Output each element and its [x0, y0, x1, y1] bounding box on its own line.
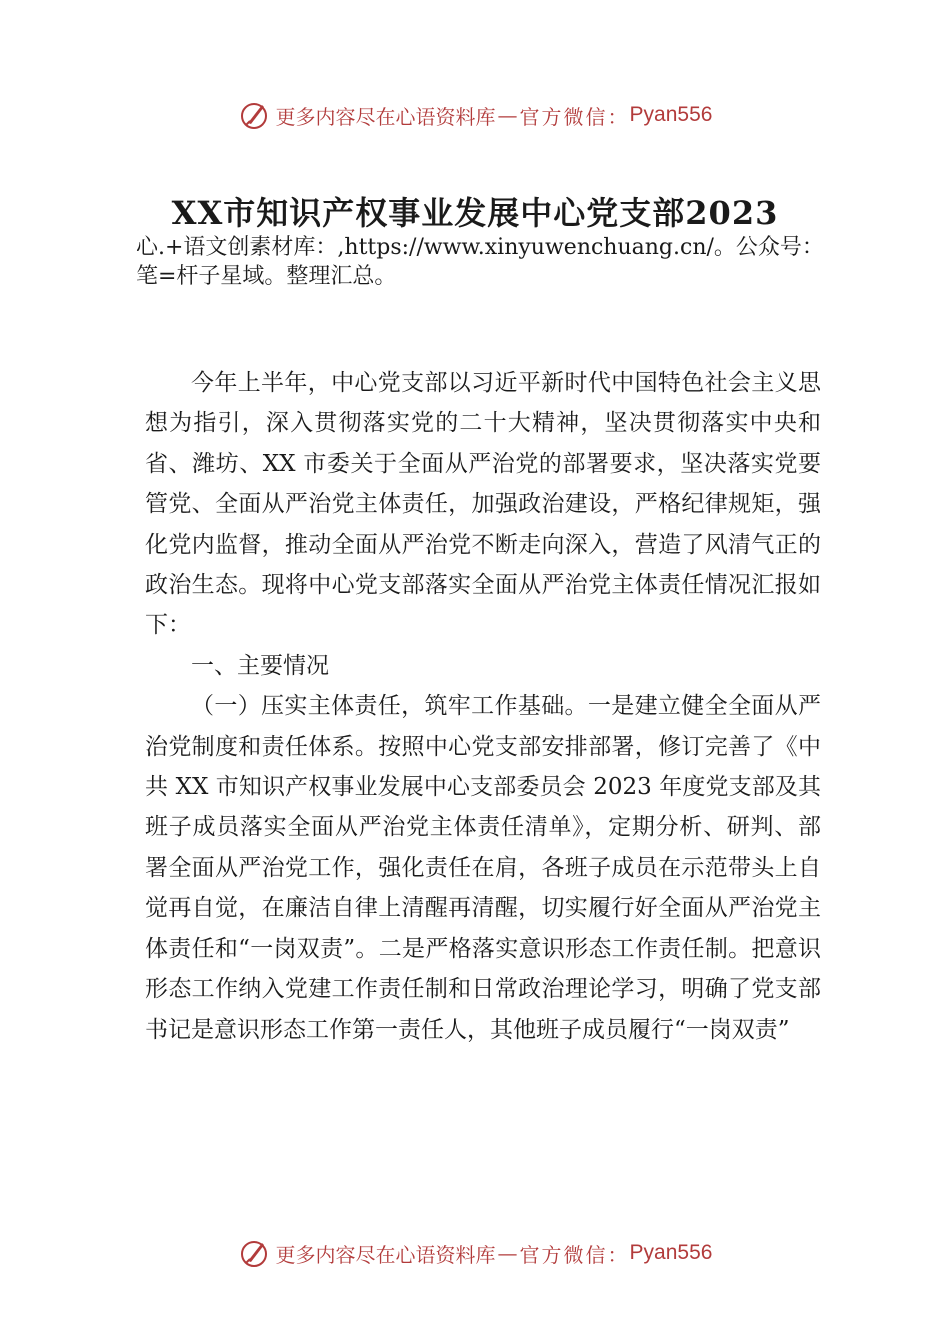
- watermark-wechat-label: 官方微信：: [519, 1242, 630, 1267]
- watermark-site-text: 更多内容尽在心语资料库: [275, 104, 496, 129]
- document-body: [145, 363, 821, 1050]
- watermark-account: Pyan556: [629, 103, 713, 126]
- document-title: XX市知识产权事业发展中心党支部2023: [171, 194, 779, 232]
- document-subnote: 心.+语文创素材库：,https://www.xinyuwenchuang.cn/。公众号：笔=杆子星域。整理汇总。: [136, 235, 824, 289]
- watermark-header: [0, 95, 950, 135]
- watermark-footer: [0, 1233, 950, 1273]
- body-paragraph: （一）压实主体责任，筑牢工作基础。一是建立健全全面从严治党制度和责任体系。按照中心党支部安排部署，修订完善了《中共 XX 市知识产权事业发展中心支部委员会 2023 年度党支部及其班子成员落实全面从严治党主体责任清单》，定期分析、研判、部署全面从严治党工作，强化责任在肩，各班子成员在示范带头上自觉再自觉，在廉洁自律上清醒再清醒，切实履行好全面从严治党主体责任和“一岗双责”。二是严格落实意识形态工作责任制。把意识形态工作纳入党建工作责任制和日常政治理论学习，明确了党支部书记是意识形态工作第一责任人，其他班子成员履行“一岗双责”: [145, 693, 821, 1043]
- quill-logo-icon: [238, 1237, 270, 1269]
- watermark-account: Pyan556: [629, 1241, 713, 1264]
- quill-logo-icon: [238, 99, 270, 131]
- watermark-site-text: 更多内容尽在心语资料库: [275, 1242, 496, 1267]
- watermark-separator: —: [497, 103, 518, 127]
- watermark-separator: —: [497, 1241, 518, 1265]
- section-heading: 一、主要情况: [191, 652, 329, 679]
- body-paragraph: 今年上半年，中心党支部以习近平新时代中国特色社会主义思想为指引，深入贯彻落实党的二十大精神，坚决贯彻落实中央和省、潍坊、XX 市委关于全面从严治党的部署要求，坚决落实党要管党、全面从严治党主体责任，加强政治建设，严格纪律规矩，强化党内监督，推动全面从严治党不断走向深入，营造了风清气正的政治生态。现将中心党支部落实全面从严治党主体责任情况汇报如下：: [145, 370, 821, 639]
- watermark-wechat-label: 官方微信：: [519, 104, 630, 129]
